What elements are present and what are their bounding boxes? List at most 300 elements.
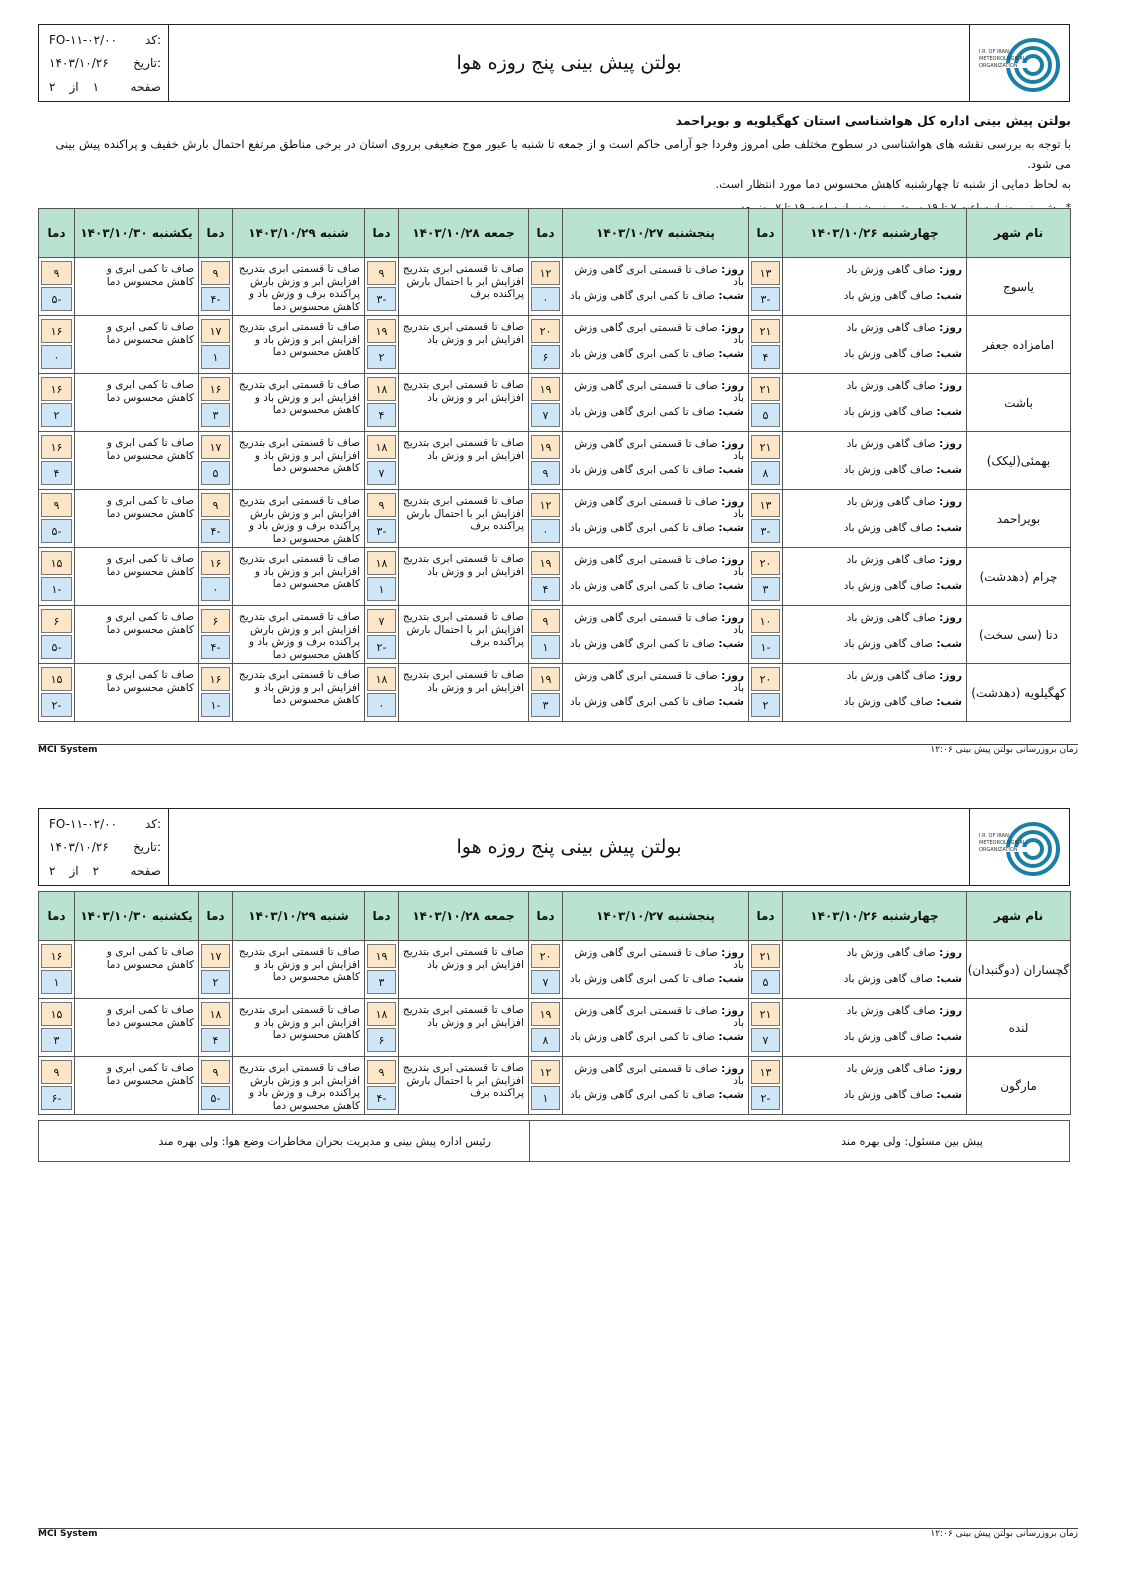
night-label: شب:	[936, 522, 962, 534]
forecast-text: صاف تا کمی ابری و کاهش محسوس دما	[106, 379, 194, 404]
doc-info-box	[39, 25, 169, 101]
night-line	[787, 522, 962, 534]
system-name: MCI System	[38, 1529, 98, 1539]
max-temp: ۱۲	[531, 1060, 560, 1084]
min-temp: -۲	[41, 693, 72, 717]
col-temp: دما	[529, 209, 563, 258]
night-line	[787, 973, 962, 985]
min-temp: -۵	[41, 287, 72, 311]
forecast-text: صاف تا قسمتی ابری بتدریج افزایش ابر و وزش باد و کاهش محسوس دما	[238, 379, 360, 416]
night-label: شب:	[936, 348, 962, 360]
max-temp: ۱۸	[201, 1002, 230, 1026]
col-day1: چهارشنبه ۱۴۰۳/۱۰/۲۶	[783, 892, 967, 941]
night-label: شب:	[718, 348, 744, 360]
day-label: روز:	[939, 612, 962, 624]
max-temp: ۱۷	[201, 944, 230, 968]
min-temp: ۱	[531, 635, 560, 659]
day3-forecast	[399, 1057, 529, 1115]
date-value: ۱۴۰۳/۱۰/۲۶	[49, 56, 109, 70]
day-text: صاف تا قسمتی ابری گاهی وزش باد	[574, 438, 744, 462]
max-temp: ۱۳	[751, 493, 780, 517]
day2-temperature	[529, 941, 563, 999]
day-text: صاف گاهی وزش باد	[846, 947, 936, 959]
min-temp: ۳	[41, 1028, 72, 1052]
col-day4: شنبه ۱۴۰۳/۱۰/۲۹	[233, 209, 365, 258]
max-temp: ۶	[201, 609, 230, 633]
night-text: صاف تا کمی ابری گاهی وزش باد	[569, 580, 716, 592]
day-line	[567, 612, 744, 636]
night-text: صاف گاهی وزش باد	[843, 638, 934, 650]
night-text: صاف تا کمی ابری گاهی وزش باد	[569, 1089, 716, 1101]
day-line	[787, 438, 962, 450]
day3-forecast	[399, 258, 529, 316]
day-text: صاف گاهی وزش باد	[846, 438, 936, 450]
update-time: زمان بروزرسانی بولتن پیش بینی ۱۲:۰۶	[930, 1529, 1078, 1539]
min-temp: ۲	[367, 345, 396, 369]
day2-forecast	[563, 374, 749, 432]
max-temp: ۲۰	[751, 667, 780, 691]
day5-forecast	[75, 316, 199, 374]
day3-forecast	[399, 316, 529, 374]
min-temp: ۴	[201, 1028, 230, 1052]
day1-temperature	[749, 258, 783, 316]
forecast-text: صاف تا کمی ابری و کاهش محسوس دما	[106, 669, 194, 694]
night-label: شب:	[936, 638, 962, 650]
day4-temperature	[199, 606, 233, 664]
day4-forecast	[233, 548, 365, 606]
day1-temperature	[749, 316, 783, 374]
day-line	[787, 612, 962, 624]
day-line	[567, 1063, 744, 1087]
min-temp: -۵	[41, 635, 72, 659]
night-text: صاف گاهی وزش باد	[843, 1089, 934, 1101]
day-text: صاف تا قسمتی ابری گاهی وزش باد	[574, 380, 744, 404]
intro-heading: بولتن پیش بینی اداره کل هواشناسی استان کهگیلویه و بویراحمد	[675, 113, 1071, 128]
day3-temperature	[365, 490, 399, 548]
day5-forecast	[75, 664, 199, 722]
day5-forecast	[75, 258, 199, 316]
min-temp: ۱	[41, 970, 72, 994]
night-label: شب:	[936, 1089, 962, 1101]
city-name: چرام (دهدشت)	[967, 548, 1071, 606]
night-line	[567, 973, 744, 985]
system-name: MCI System	[38, 745, 98, 755]
forecast-table-page-2	[38, 891, 1071, 1115]
forecast-text: صاف تا قسمتی ابری بتدریج افزایش ابر و وزش باد و کاهش محسوس دما	[238, 669, 360, 706]
max-temp: ۲۱	[751, 1002, 780, 1026]
forecast-text: صاف تا کمی ابری و کاهش محسوس دما	[106, 263, 194, 288]
col-temp: دما	[39, 892, 75, 941]
city-name: گچساران (دوگنبدان)	[967, 941, 1071, 999]
signature-box	[38, 1120, 1070, 1162]
day-text: صاف تا قسمتی ابری گاهی وزش باد	[574, 1005, 744, 1029]
day5-temperature	[39, 664, 75, 722]
col-day5: یکشنبه ۱۴۰۳/۱۰/۳۰	[75, 209, 199, 258]
day-text: صاف تا قسمتی ابری گاهی وزش باد	[574, 670, 744, 694]
day5-temperature	[39, 941, 75, 999]
min-temp: ۸	[751, 461, 780, 485]
min-temp: ۴	[531, 577, 560, 601]
max-temp: ۱۵	[41, 551, 72, 575]
svg-text:I.R. OF IRAN: I.R. OF IRAN	[979, 833, 1009, 839]
forecast-text: صاف تا قسمتی ابری بتدریج افزایش ابر و وزش بارش پراکنده برف و وزش باد و کاهش محسوس دما	[238, 611, 360, 661]
max-temp: ۹	[367, 1060, 396, 1084]
date-value: ۱۴۰۳/۱۰/۲۶	[49, 840, 109, 854]
day2-forecast	[563, 1057, 749, 1115]
of-label: از	[69, 80, 79, 94]
intro-line-2: به لحاظ دمایی از شنبه تا چهارشنبه کاهش محسوس دما مورد انتظار است.	[715, 177, 1071, 191]
day3-temperature	[365, 664, 399, 722]
min-temp: -۲	[751, 1086, 780, 1110]
day4-forecast	[233, 606, 365, 664]
night-line	[787, 290, 962, 302]
logo-spiral-icon	[977, 817, 1061, 879]
day2-temperature	[529, 490, 563, 548]
day1-temperature	[749, 432, 783, 490]
day-line	[787, 380, 962, 392]
day-label: روز:	[939, 438, 962, 450]
night-label: شب:	[936, 973, 962, 985]
forecast-text: صاف تا کمی ابری و کاهش محسوس دما	[106, 437, 194, 462]
page-2	[0, 790, 1123, 1588]
day3-forecast	[399, 606, 529, 664]
night-label: شب:	[718, 580, 744, 592]
forecast-text: صاف تا قسمتی ابری بتدریج افزایش ابر و وزش باد و کاهش محسوس دما	[238, 437, 360, 474]
min-temp: ۶	[367, 1028, 396, 1052]
night-label: شب:	[718, 638, 744, 650]
max-temp: ۱۲	[531, 493, 560, 517]
table-row	[39, 606, 1071, 664]
night-text: صاف گاهی وزش باد	[843, 1031, 934, 1043]
day-text: صاف گاهی وزش باد	[846, 322, 936, 334]
min-temp: ۰	[201, 577, 230, 601]
max-temp: ۲۱	[751, 377, 780, 401]
day-label: روز:	[721, 322, 744, 334]
day4-forecast	[233, 258, 365, 316]
forecast-text: صاف تا کمی ابری و کاهش محسوس دما	[106, 495, 194, 520]
min-temp: -۴	[201, 287, 230, 311]
day-text: صاف گاهی وزش باد	[846, 380, 936, 392]
day-label: روز:	[939, 496, 962, 508]
table-row	[39, 941, 1071, 999]
min-temp: -۱	[751, 635, 780, 659]
day1-forecast	[783, 606, 967, 664]
max-temp: ۱۹	[531, 377, 560, 401]
day3-forecast	[399, 374, 529, 432]
day1-temperature	[749, 490, 783, 548]
day5-forecast	[75, 374, 199, 432]
min-temp: ۰	[531, 519, 560, 543]
day-line	[787, 264, 962, 276]
day2-forecast	[563, 490, 749, 548]
day-label: روز:	[939, 947, 962, 959]
col-temp: دما	[39, 209, 75, 258]
col-day2: پنجشنبه ۱۴۰۳/۱۰/۲۷	[563, 209, 749, 258]
day2-temperature	[529, 374, 563, 432]
max-temp: ۹	[41, 493, 72, 517]
night-label: شب:	[936, 290, 962, 302]
min-temp: ۷	[531, 970, 560, 994]
night-text: صاف تا کمی ابری گاهی وزش باد	[569, 464, 716, 476]
day2-forecast	[563, 316, 749, 374]
max-temp: ۲۰	[531, 944, 560, 968]
city-name: بویراحمد	[967, 490, 1071, 548]
day1-temperature	[749, 999, 783, 1057]
min-temp: ۶	[531, 345, 560, 369]
night-line	[787, 348, 962, 360]
day2-temperature	[529, 999, 563, 1057]
day-label: روز:	[939, 264, 962, 276]
night-text: صاف گاهی وزش باد	[843, 290, 934, 302]
night-text: صاف گاهی وزش باد	[843, 522, 934, 534]
day1-forecast	[783, 490, 967, 548]
max-temp: ۱۷	[201, 319, 230, 343]
night-label: شب:	[718, 290, 744, 302]
day2-temperature	[529, 1057, 563, 1115]
day1-temperature	[749, 941, 783, 999]
city-name: کهگیلویه (دهدشت)	[967, 664, 1071, 722]
day-line	[567, 380, 744, 404]
night-label: شب:	[718, 1031, 744, 1043]
min-temp: ۳	[367, 970, 396, 994]
day4-forecast	[233, 490, 365, 548]
night-text: صاف تا کمی ابری گاهی وزش باد	[569, 406, 716, 418]
page-footer	[38, 1528, 1078, 1539]
min-temp: -۴	[367, 1086, 396, 1110]
night-text: صاف گاهی وزش باد	[843, 348, 934, 360]
night-label: شب:	[936, 696, 962, 708]
day1-forecast	[783, 316, 967, 374]
bulletin-header	[38, 808, 1070, 886]
forecast-text: صاف تا کمی ابری و کاهش محسوس دما	[106, 553, 194, 578]
max-temp: ۹	[367, 261, 396, 285]
day5-forecast	[75, 432, 199, 490]
night-label: شب:	[936, 464, 962, 476]
min-temp: ۲	[751, 693, 780, 717]
day-line	[567, 947, 744, 971]
intro-line-1: با توجه به بررسی نقشه های هواشناسی در سطوح مختلف طی امروز وفردا جو آرامی حاکم است و از جمعه تا شنبه با عبور موج ضعیفی برروی استان در برخی مناطق مرتفع احتمال بارش خفیف و پراکنده پیش بینی می شود.	[55, 137, 1071, 171]
night-line	[567, 406, 744, 418]
page-1	[0, 0, 1123, 790]
table-row	[39, 374, 1071, 432]
day-label: روز:	[721, 612, 744, 624]
max-temp: ۱۹	[531, 435, 560, 459]
night-text: صاف تا کمی ابری گاهی وزش باد	[569, 348, 716, 360]
min-temp: ۰	[531, 287, 560, 311]
day4-forecast	[233, 432, 365, 490]
max-temp: ۱۰	[751, 609, 780, 633]
day2-forecast	[563, 664, 749, 722]
min-temp: ۱	[201, 345, 230, 369]
day5-forecast	[75, 941, 199, 999]
day5-forecast	[75, 490, 199, 548]
night-label: شب:	[718, 973, 744, 985]
total-pages: ۲	[49, 80, 56, 94]
day3-forecast	[399, 941, 529, 999]
night-line	[567, 580, 744, 592]
day2-temperature	[529, 664, 563, 722]
day3-temperature	[365, 432, 399, 490]
max-temp: ۱۸	[367, 667, 396, 691]
page-label: صفحه	[130, 864, 161, 878]
forecast-text: صاف تا قسمتی ابری بتدریج افزایش ابر و وزش باد	[402, 946, 524, 971]
min-temp: ۳	[751, 577, 780, 601]
forecast-text: صاف تا کمی ابری و کاهش محسوس دما	[106, 946, 194, 971]
day-label: روز:	[721, 670, 744, 682]
forecast-text: صاف تا قسمتی ابری بتدریج افزایش ابر و وزش باد	[402, 669, 524, 694]
day2-temperature	[529, 432, 563, 490]
forecast-text: صاف تا قسمتی ابری بتدریج افزایش ابر و وزش باد	[402, 553, 524, 578]
max-temp: ۹	[531, 609, 560, 633]
day5-forecast	[75, 606, 199, 664]
min-temp: ۷	[367, 461, 396, 485]
min-temp: ۹	[531, 461, 560, 485]
forecast-text: صاف تا قسمتی ابری بتدریج افزایش ابر با احتمال بارش پراکنده برف	[402, 263, 524, 300]
day4-temperature	[199, 1057, 233, 1115]
day5-temperature	[39, 490, 75, 548]
night-text: صاف گاهی وزش باد	[843, 696, 934, 708]
forecast-text: صاف تا قسمتی ابری بتدریج افزایش ابر و وزش بارش پراکنده برف و وزش باد و کاهش محسوس دما	[238, 1062, 360, 1112]
day2-temperature	[529, 606, 563, 664]
day-text: صاف گاهی وزش باد	[846, 612, 936, 624]
city-name: دنا (سی سخت)	[967, 606, 1071, 664]
max-temp: ۱۸	[367, 551, 396, 575]
city-name: مارگون	[967, 1057, 1071, 1115]
night-text: صاف تا کمی ابری گاهی وزش باد	[569, 973, 716, 985]
day5-temperature	[39, 548, 75, 606]
code-value: FO-۱۱-۰۲/۰۰	[49, 33, 118, 47]
svg-text:ORGANIZATION: ORGANIZATION	[979, 847, 1018, 853]
max-temp: ۱۹	[367, 944, 396, 968]
day5-forecast	[75, 1057, 199, 1115]
max-temp: ۹	[41, 1060, 72, 1084]
day1-forecast	[783, 374, 967, 432]
day1-forecast	[783, 1057, 967, 1115]
day2-forecast	[563, 258, 749, 316]
day-text: صاف تا قسمتی ابری گاهی وزش باد	[574, 322, 744, 346]
min-temp: -۱	[201, 693, 230, 717]
day5-forecast	[75, 548, 199, 606]
day1-temperature	[749, 1057, 783, 1115]
day-label: روز:	[939, 322, 962, 334]
col-temp: دما	[529, 892, 563, 941]
table-row	[39, 548, 1071, 606]
day4-temperature	[199, 374, 233, 432]
table-row	[39, 664, 1071, 722]
max-temp: ۶	[41, 609, 72, 633]
max-temp: ۱۶	[41, 944, 72, 968]
day-line	[567, 264, 744, 288]
day3-temperature	[365, 999, 399, 1057]
col-temp: دما	[749, 892, 783, 941]
min-temp: -۳	[367, 519, 396, 543]
day4-temperature	[199, 941, 233, 999]
code-label: کد:	[144, 33, 161, 47]
night-label: شب:	[936, 406, 962, 418]
night-line	[787, 696, 962, 708]
forecaster-signature: پیش بین مسئول: ولی بهره مند	[529, 1121, 1069, 1161]
date-label: تاریخ:	[133, 840, 161, 854]
bulletin-title: بولتن پیش بینی پنج روزه هوا	[456, 836, 682, 858]
max-temp: ۹	[367, 493, 396, 517]
min-temp: ۸	[531, 1028, 560, 1052]
day-label: روز:	[721, 380, 744, 392]
min-temp: ۲	[41, 403, 72, 427]
day5-forecast	[75, 999, 199, 1057]
day-label: روز:	[939, 1063, 962, 1075]
forecast-text: صاف تا قسمتی ابری بتدریج افزایش ابر و وزش باد	[402, 321, 524, 346]
night-line	[787, 464, 962, 476]
max-temp: ۱۲	[531, 261, 560, 285]
min-temp: -۵	[41, 519, 72, 543]
night-label: شب:	[936, 1031, 962, 1043]
forecast-text: صاف تا قسمتی ابری بتدریج افزایش ابر با احتمال بارش پراکنده برف	[402, 1062, 524, 1099]
day-line	[787, 947, 962, 959]
col-day5: یکشنبه ۱۴۰۳/۱۰/۳۰	[75, 892, 199, 941]
bulletin-header	[38, 24, 1070, 102]
day3-temperature	[365, 1057, 399, 1115]
day-line	[787, 322, 962, 334]
day-text: صاف تا قسمتی ابری گاهی وزش باد	[574, 947, 744, 971]
max-temp: ۱۶	[201, 551, 230, 575]
day-text: صاف گاهی وزش باد	[846, 496, 936, 508]
forecast-text: صاف تا قسمتی ابری بتدریج افزایش ابر و وزش باد و کاهش محسوس دما	[238, 1004, 360, 1041]
forecast-text: صاف تا کمی ابری و کاهش محسوس دما	[106, 611, 194, 636]
day4-forecast	[233, 999, 365, 1057]
min-temp: ۰	[41, 345, 72, 369]
min-temp: -۳	[751, 519, 780, 543]
col-city: نام شهر	[967, 892, 1071, 941]
day1-forecast	[783, 941, 967, 999]
min-temp: ۱	[531, 1086, 560, 1110]
min-temp: -۶	[41, 1086, 72, 1110]
forecast-text: صاف تا قسمتی ابری بتدریج افزایش ابر و وزش باد	[402, 379, 524, 404]
min-temp: -۳	[367, 287, 396, 311]
day-text: صاف تا قسمتی ابری گاهی وزش باد	[574, 1063, 744, 1087]
day3-forecast	[399, 999, 529, 1057]
max-temp: ۷	[367, 609, 396, 633]
min-temp: ۵	[751, 970, 780, 994]
day5-temperature	[39, 1057, 75, 1115]
max-temp: ۲۰	[751, 551, 780, 575]
day-label: روز:	[939, 670, 962, 682]
min-temp: -۵	[201, 1086, 230, 1110]
day-text: صاف گاهی وزش باد	[846, 264, 936, 276]
day-label: روز:	[721, 264, 744, 276]
max-temp: ۱۶	[201, 667, 230, 691]
col-day3: جمعه ۱۴۰۳/۱۰/۲۸	[399, 209, 529, 258]
col-temp: دما	[749, 209, 783, 258]
day3-temperature	[365, 548, 399, 606]
night-line	[567, 348, 744, 360]
night-text: صاف تا کمی ابری گاهی وزش باد	[569, 522, 716, 534]
day3-temperature	[365, 606, 399, 664]
day-line	[787, 670, 962, 682]
col-day2: پنجشنبه ۱۴۰۳/۱۰/۲۷	[563, 892, 749, 941]
day5-temperature	[39, 999, 75, 1057]
col-day1: چهارشنبه ۱۴۰۳/۱۰/۲۶	[783, 209, 967, 258]
bulletin-title: بولتن پیش بینی پنج روزه هوا	[456, 52, 682, 74]
day-line	[567, 670, 744, 694]
day-text: صاف گاهی وزش باد	[846, 670, 936, 682]
min-temp: ۱	[367, 577, 396, 601]
night-line	[567, 1089, 744, 1101]
svg-text:METEOROLOGICAL: METEOROLOGICAL	[979, 56, 1026, 62]
night-line	[567, 464, 744, 476]
meteorological-organization-logo	[969, 25, 1069, 101]
night-label: شب:	[718, 1089, 744, 1101]
code-label: کد:	[144, 817, 161, 831]
